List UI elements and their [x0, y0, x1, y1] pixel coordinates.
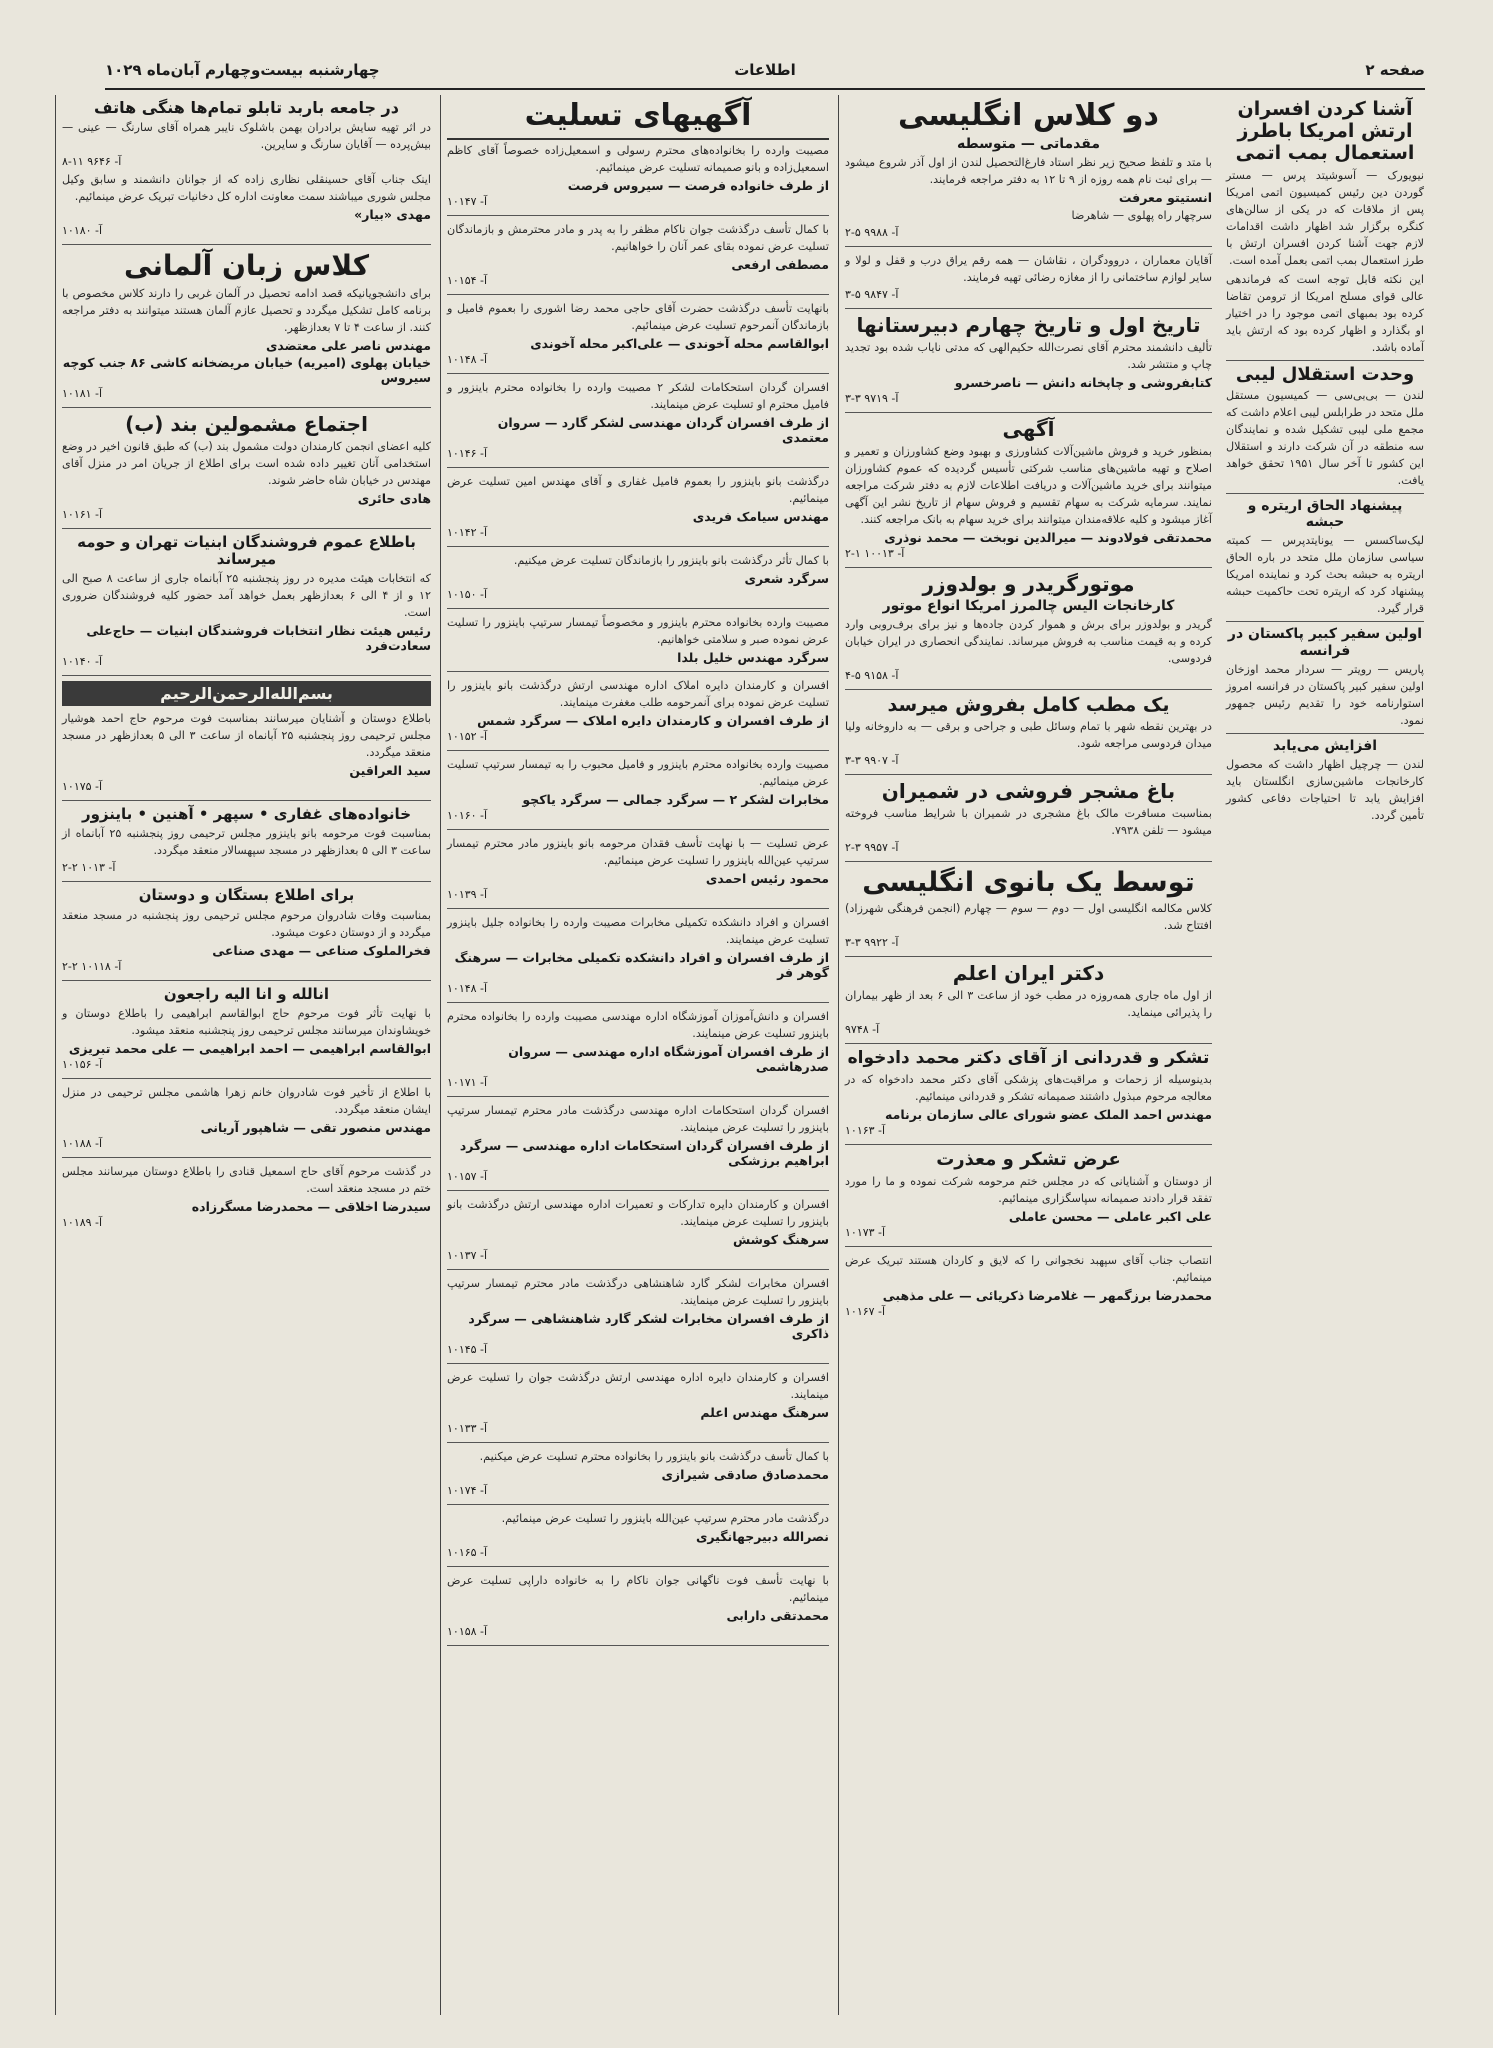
condolence-item: [447, 1008, 829, 1097]
news-title: پیشنهاد الحاق اریتره و حبشه: [1226, 493, 1424, 530]
ad-title: موتورگریدر و بولدوزر: [922, 571, 1135, 596]
condolence-text: با کمال تأسف درگذشت بانو باینزور را بخانواده محترم تسلیت عرض میکنیم.: [479, 1449, 829, 1463]
notice-signature: مهدی «بیار»: [354, 207, 431, 223]
notice-code: آ- ۱۰۱۸۱: [62, 386, 103, 400]
condolence-signature: مهندس سیامک فریدی: [692, 508, 829, 524]
notice-signature: مهندس منصور تقی — شاهپور آریانی: [200, 1119, 431, 1135]
condolence-text: با کمال تأسف درگذشت جوان ناکام مظفر را به پدر و مادر محترمش و بازماندگان تسلیت عرض نموده بقای عمر آنان را خواهانیم.: [447, 222, 829, 253]
condolence-signature: ابوالقاسم محله آخوندی — علی‌اکبر محله آخوندی: [530, 335, 829, 351]
ad-block: [845, 418, 1212, 568]
condolence-signature: از طرف افسران گردان مهندسی لشکر گارد — سروان معتمدی: [497, 414, 829, 445]
ad-code: آ- ۱۰۱۶۳: [845, 1123, 886, 1137]
notice-text: باطلاع دوستان و آشنایان میرسانند بمناسبت فوت مرحوم حاج احمد هوشیار مجلس ترحیمی روز پنجشنبه ۲۵ آبانماه از ساعت ۳ الی ۵ بعدازظهر در مسجد منعقد میگردد.: [62, 712, 431, 760]
condolence-code: آ- ۱۰۱۵۷: [447, 1169, 488, 1183]
condolence-text: درگذشت مادر محترم سرتیپ عین‌الله باینزور را تسلیت عرض مینمائیم.: [501, 1511, 829, 1525]
ad-subtitle: مقدماتی — متوسطه: [957, 135, 1100, 152]
ad-text: کلاس مکالمه انگلیسی اول — دوم — سوم — چهارم (انجمن فرهنگی شهرزاد) افتتاح شد.: [845, 902, 1212, 933]
condolence-list: [447, 142, 829, 1646]
condolence-code: آ- ۱۰۱۶۵: [447, 1545, 488, 1559]
notice-title: انالله و انا الیه راجعون: [163, 984, 330, 1003]
notice-code: آ- ۱۰۱۴۰: [62, 655, 103, 669]
condolences-title: آگهیهای تسلیت: [447, 99, 829, 140]
notice-block: [62, 1163, 431, 1236]
condolence-text: افسران و کارمندان دایره اداره مهندسی ارتش درگذشت جوان را تسلیت عرض مینمایند.: [447, 1370, 829, 1401]
condolence-text: مصیبت وارده بخانواده محترم باینزور و مخصوصاً تیمسار سرتیپ باینزور را تسلیت عرض نموده صبر و سلامتی خواهانیم.: [447, 615, 829, 646]
ad-code: ۳-۳ آ- ۹۹۲۲: [845, 936, 899, 950]
notice-signature: رئیس هیئت نظار انتخابات فروشندگان ابنیات — حاج‌علی سعادت‌فرد: [86, 623, 431, 654]
ad-block: [845, 867, 1212, 957]
notice-title: کلاس زبان آلمانی: [124, 249, 369, 283]
news-paragraph: نیویورک — آسوشیتد پرس — مستر گوردن دین رئیس کمیسیون اتمی امریکا پس از ملاقات که در یکی از سالن‌های کنگره برگزار شد اظهار داشت اقدامات لازم جهت آشنا کردن افسران ارتش با طرز استعمال بمب اتمی بعمل آمده است.: [1226, 168, 1424, 267]
news-title: اولین سفیر کبیر پاکستان در فرانسه: [1226, 621, 1424, 658]
notice-signature: ابوالقاسم ابراهیمی — احمد ابراهیمی — علی محمد تبریزی: [68, 1040, 431, 1056]
header-rule: [105, 88, 1425, 90]
condolence-item: [447, 300, 829, 374]
ad-signature: کتابفروشی و چاپخانه دانش — ناصرخسرو: [954, 374, 1212, 390]
ad-block: [845, 1150, 1212, 1247]
condolence-item: [447, 1196, 829, 1270]
ad-code: ۳-۵ آ- ۹۸۴۷: [845, 287, 899, 301]
condolence-item: [447, 614, 829, 672]
condolence-item: [447, 379, 829, 468]
notice-code: ۲-۲ آ- ۱۰۱۳: [62, 861, 116, 875]
notice-title: باطلاع عموم فروشندگان ابنیات تهران و حومه میرساند: [77, 532, 416, 568]
condolence-text: بانهایت تأسف درگذشت حضرت آقای حاجی محمد رضا اشوری را بعموم فامیل و بازماندگان آنمرحوم تسلیت عرض مینمائیم.: [447, 301, 829, 332]
condolence-text: افسران گردان استحکامات اداره مهندسی درگذشت مادر محترم تیمسار سرتیپ باینزور را تسلیت عرض مینمایند.: [447, 1103, 829, 1134]
condolence-code: آ- ۱۰۱۴۸: [447, 352, 488, 366]
ad-title: دکتر ایران اعلم: [952, 961, 1105, 986]
ad-title: تاریخ اول و تاریخ چهارم دبیرستانها: [856, 312, 1201, 337]
notice-title: اجتماع مشمولین بند (ب): [125, 411, 368, 436]
ad-title: یک مطب کامل بفروش میرسد: [887, 693, 1170, 716]
news-paragraph: لیک‌ساکسس — یونایتدپرس — کمیته سیاسی سازمان ملل متحد در باره الحاق اریتره به حبشه بحث کرد و نماینده امریکا پیشنهاد کرد که اریتره تحت حاکمیت حبشه قرار گیرد.: [1226, 534, 1424, 616]
notice-banner: بسم‌الله‌الرحمن‌الرحیم: [62, 681, 431, 706]
condolence-signature: مخابرات لشکر ۲ — سرگرد جمالی — سرگرد یاکچو: [522, 791, 829, 807]
notice-signature: فخرالملوک صناعی — مهدی صناعی: [212, 942, 431, 958]
notice-block: [62, 986, 431, 1079]
notice-signature: هادی حائری: [357, 490, 431, 506]
notice-text: در اثر تهیه سایش برادران بهمن باشلوک نایبر همراه آقای سارنگ — عینی — بیش‌پرده — آقایان سارنگ و سایرین.: [62, 121, 431, 152]
condolence-text: افسران و دانش‌آموزان آموزشگاه اداره مهندسی مصیبت وارده را بخانواده محترم باینزور تسلیت عرض مینمایند.: [447, 1009, 829, 1040]
condolence-text: با نهایت تأسف فوت ناگهانی جوان ناکام را به خانواده داراپی تسلیت عرض مینمائیم.: [447, 1573, 829, 1604]
page-header: [105, 58, 1425, 82]
ad-code: ۳-۳ آ- ۹۷۱۹: [845, 391, 899, 405]
condolence-signature: از طرف خانواده فرصت — سیروس فرصت: [567, 177, 829, 193]
ad-text: گریدر و بولدوزر برای برش و هموار کردن جاده‌ها و نیز برای برف‌روبی وارد کرده و به قیمت مناسب به فروش میرساند. نمایندگی انحصاری در ایران خیابان فردوسی.: [845, 617, 1212, 665]
condolence-text: مصیبت وارده بخانواده محترم باینزور و فامیل محبوب را به تیمسار سرتیپ تسلیت عرض مینمائیم.: [447, 757, 829, 788]
condolence-text: با کمال تأثر درگذشت بانو باینزور را بازماندگان تسلیت عرض میکنیم.: [513, 553, 829, 567]
condolence-signature: از طرف افسران و کارمندان دایره املاک — سرگرد شمس: [477, 712, 829, 728]
ad-text: با متد و تلفظ صحیح زیر نظر استاد فارغ‌التحصیل لندن از اول آذر شروع میشود — برای ثبت نام همه روزه از ۹ تا ۱۲ به دفتر مراجعه فرمایند.: [845, 155, 1212, 186]
ad-code: ۲-۱ آ- ۱۰۰۱۳: [845, 546, 905, 560]
ad-text: بدینوسیله از زحمات و مراقبت‌های پزشکی آقای دکتر محمد دادخواه که در معالجه مرحوم مبذول داشتند صمیمانه تشکر و قدردانی مینمائیم.: [845, 1072, 1212, 1103]
condolence-signature: محمدتقی دارابی: [726, 1607, 829, 1623]
condolence-item: [447, 142, 829, 216]
notice-code: ۲-۲ آ- ۱۰۱۱۸: [62, 959, 122, 973]
condolence-item: [447, 1448, 829, 1505]
ad-block: [845, 1252, 1212, 1325]
condolence-item: [447, 677, 829, 751]
condolence-signature: از طرف افسران آموزشگاه اداره مهندسی — سروان صدرهاشمی: [508, 1043, 829, 1074]
column-notices: [55, 95, 437, 2015]
condolence-code: آ- ۱۰۱۴۸: [447, 981, 488, 995]
ad-signature: علی اکبر عاملی — محسن عاملی: [1008, 1208, 1212, 1224]
condolence-code: آ- ۱۰۱۵۸: [447, 1624, 488, 1638]
condolence-signature: نصرالله دبیرجهانگیری: [695, 1528, 829, 1544]
ad-title: آگهی: [1002, 416, 1055, 441]
ad-code: آ- ۱۰۱۷۳: [845, 1225, 886, 1239]
condolence-signature: محمدصادق صادقی شیرازی: [661, 1466, 829, 1482]
notice-text: بمناسبت وفات شادروان مرحوم مجلس ترحیمی روز پنجشنبه در مسجد منعقد میگردد و از دوستان دعوت میشود.: [62, 908, 431, 939]
condolence-signature: محمود رئیس احمدی: [705, 870, 829, 886]
ad-code: ۲-۵ آ- ۹۹۸۸: [845, 225, 899, 239]
ad-block: [845, 573, 1212, 690]
news-paragraph: لندن — چرچیل اظهار داشت که محصول کارخانجات ماشین‌سازی انگلستان باید افزایش یابد تا احتیاجات دفاعی کشور تأمین گردد.: [1226, 757, 1424, 822]
column-ads: [838, 95, 1218, 2015]
notice-block: [62, 1084, 431, 1158]
ad-subtitle: کارخانجات الیس چالمرز امریکا انواع موتور: [882, 597, 1175, 614]
condolence-signature: از طرف افسران و افراد دانشکده تکمیلی مخابرات — سرهنگ گوهر فر: [454, 949, 829, 980]
notice-block: [62, 99, 431, 245]
notice-block: [62, 710, 431, 801]
condolence-item: [447, 756, 829, 830]
ad-signature: انستیتو معرفت: [1118, 189, 1212, 205]
ad-text: از اول ماه جاری همه‌روزه در مطب خود از ساعت ۳ الی ۶ بعد از ظهر بیماران را پذیرائی مینماید.: [845, 989, 1212, 1020]
news-title: آشنا کردن افسران ارتش امریکا باطرز استعمال بمب اتمی: [1235, 98, 1415, 164]
condolence-code: آ- ۱۰۱۳۹: [447, 887, 488, 901]
ad-title: باغ مشجر فروشی در شمیران: [881, 779, 1176, 804]
condolence-signature: مصطفی ارفعی: [731, 256, 829, 272]
ad-signature: محمدتقی فولادوند — میرالدین نوبخت — محمد نوذری: [884, 529, 1212, 545]
ad-text: بمناسبت مسافرت مالک باغ مشجری در شمیران با شرایط مناسب فروخته میشود — تلفن ۷۹۳۸.: [845, 807, 1212, 838]
notice-text: بمناسبت فوت مرحومه بانو باینزور مجلس ترحیمی روز پنجشنبه ۲۵ آبانماه از ساعت ۳ الی ۵ بعدازظهر در مسجد سپهسالار منعقد میگردد.: [62, 827, 431, 858]
condolence-code: آ- ۱۰۱۶۰: [447, 808, 488, 822]
condolence-text: افسران و افراد دانشکده تکمیلی مخابرات مصیبت وارده را بخانواده جلیل باینزور تسلیت عرض مینمایند.: [447, 915, 829, 946]
notice-block: [62, 534, 431, 677]
ad-title: دو کلاس انگلیسی: [898, 98, 1159, 133]
notice-signature: سید العراقین: [349, 763, 431, 779]
news-title: وحدت استقلال لیبی: [1226, 360, 1424, 386]
ad-block: [845, 780, 1212, 862]
ad-text: بمنظور خرید و فروش ماشین‌آلات کشاورزی و بهبود وضع کشاورزان و تعمیر و اصلاح و تهیه ماشین‌های مناسب شرکتی تأسیس گردیده که عموم کشاورزان میتوانند برای خرید ماشین‌آلات و دریافت اطلاعات لازم به دفتر شرکت مراجعه نمایند. سرمایه شرکت به سهام تقسیم و فروش سهام از تاریخ نشر این آگهی آغاز میشود و کلیه علاقه‌مندان میتوانند برای خرید سهام به بانک مراجعه کنند.: [845, 444, 1212, 526]
ad-block: [845, 1049, 1212, 1145]
ad-block: [845, 99, 1212, 247]
ad-text: از دوستان و آشنایانی که در مجلس ختم مرحومه شرکت نموده و ما را مورد تفقد قرار دادند صمیمانه سپاسگزاری مینمائیم.: [845, 1174, 1212, 1205]
notice-text: برای دانشجویانیکه قصد ادامه تحصیل در آلمان غربی را دارند کلاس مخصوص با برنامه کامل تشکیل میگردد و تحصیل عازم آلمان هستند میتوانند به دفتر مراجعه کنند. از ساعت ۴ تا ۷ بعدازظهر.: [62, 286, 431, 334]
notice-code: آ- ۱۰۱۸۸: [62, 1136, 103, 1150]
condolence-item: [447, 1102, 829, 1191]
notice-signature: مهندس ناصر علی معتضدی: [265, 337, 431, 353]
notice-code: آ- ۱۰۱۶۱: [62, 507, 103, 521]
notice-block: [62, 413, 431, 529]
condolence-item: [447, 914, 829, 1003]
condolence-code: آ- ۱۰۱۴۷: [447, 194, 488, 208]
ad-signature: مهندس احمد الملک عضو شورای عالی سازمان برنامه: [885, 1106, 1212, 1122]
column-news: [1220, 95, 1430, 2015]
notice-address: خیابان پهلوی (امیریه) خیابان مریضخانه کاشی ۸۶ جنب کوچه سیروس: [62, 354, 431, 385]
condolence-item: [447, 1275, 829, 1364]
ad-code: ۳-۳ آ- ۹۹۰۷: [845, 754, 899, 768]
ad-text: در بهترین نقطه شهر با تمام وسائل طبی و جراحی و برقی — به داروخانه ولیا میدان فردوسی مراجعه شود.: [845, 720, 1212, 751]
ad-code: آ- ۱۰۱۶۷: [845, 1304, 886, 1318]
condolence-item: [447, 552, 829, 609]
condolence-item: [447, 1572, 829, 1646]
condolence-text: افسران گردان استحکامات لشکر ۲ مصیبت وارده را بخانواده محترم باینزور و فامیل محترم او تسلیت عرض مینمایند.: [447, 380, 829, 411]
condolence-code: آ- ۱۰۱۷۴: [447, 1483, 488, 1497]
notice-block: [62, 250, 431, 407]
condolence-code: آ- ۱۰۱۴۶: [447, 446, 488, 460]
ad-block: [845, 252, 1212, 309]
notice-code: آ- ۱۰۱۸۰: [62, 224, 103, 238]
condolence-signature: سرهنگ کوشش: [732, 1231, 829, 1247]
condolence-text: درگذشت بانو باینزور را بعموم فامیل غفاری و آقای مهندس امین تسلیت عرض مینمائیم.: [447, 474, 829, 505]
notice-text: با اطلاع از تأخیر فوت شادروان خانم زهرا هاشمی مجلس ترحیمی در منزل ایشان منعقد میگردد.: [62, 1085, 431, 1116]
ad-title: توسط یک بانوی انگلیسی: [862, 867, 1195, 899]
condolence-signature: از طرف افسران گردان استحکامات اداره مهندسی — سرگرد ابراهیم برزشکی: [459, 1137, 829, 1168]
ad-code: ۲-۳ آ- ۹۹۵۷: [845, 841, 899, 855]
news-title: افزایش می‌یابد: [1226, 733, 1424, 754]
condolence-text: افسران و کارمندان دایره املاک اداره مهندسی ارتش درگذشت بانو باینزور را تسلیت عرض نموده برای آنمرحومه طلب مغفرت مینمایند.: [447, 678, 829, 709]
notice-text: اینک جناب آقای حسینقلی نظاری زاده که از جوانان دانشمند و سابق وکیل مجلس شوری میباشند سمت معاونت اداره کل دخانیات تبریک عرض مینمائیم.: [62, 173, 431, 204]
notice-code: آ- ۱۰۱۸۹: [62, 1215, 103, 1229]
news-paragraph: لندن — بی‌بی‌سی — کمیسیون مستقل ملل متحد در طرابلس لیبی اعلام داشت که مجمع ملی لیبی تشکیل شده و نمایندگان سه منطقه در آن شرکت دارند و استقلال این کشور تا آخر سال ۱۹۵۱ تحقق خواهد یافت.: [1226, 389, 1425, 488]
notice-text: در گذشت مرحوم آقای حاج اسمعیل قنادی را باطلاع دوستان میرسانند مجلس ختم در مسجد منعقد است.: [62, 1164, 431, 1195]
notice-text: با نهایت تأثر فوت مرحوم حاج ابوالقاسم ابراهیمی را باطلاع دوستان و خویشاوندان میرسانند مجلس ترحیمی روز پنجشنبه منعقد میشود.: [62, 1006, 431, 1037]
news-paragraph: پاریس — رویتر — سردار محمد اوزخان اولین سفیر کبیر پاکستان در فرانسه امروز استوارنامه خود را تقدیم رئیس جمهور نمود.: [1226, 662, 1424, 727]
condolence-code: آ- ۱۰۱۵۰: [447, 587, 488, 601]
condolence-code: آ- ۱۰۱۷۱: [447, 1075, 488, 1089]
notice-block: [62, 806, 431, 882]
condolence-code: آ- ۱۰۱۴۵: [447, 1342, 488, 1356]
ad-address: سرچهار راه پهلوی — شاهرضا: [1071, 208, 1212, 222]
condolence-item: [447, 221, 829, 295]
notice-code: آ- ۱۰۱۷۵: [62, 780, 103, 794]
condolence-text: عرض تسلیت — با نهایت تأسف فقدان مرحومه بانو باینزور مادر محترم تیمسار سرتیپ عین‌الله باینزور را تسلیت عرض مینمائیم.: [447, 836, 829, 867]
column-condolences: [440, 95, 835, 2015]
condolence-code: آ- ۱۰۱۴۲: [447, 525, 488, 539]
ad-block: [845, 695, 1212, 776]
condolence-item: [447, 835, 829, 909]
news-paragraph: این نکته قابل توجه است که فرماندهی عالی قوای مسلح امریکا از ترومن تقاضا کرده بود بمبهای اتمی موجود را در اختیار او بگذارد و اظهار کرده بود که ارتش باید آماده باشد.: [1226, 272, 1424, 354]
ad-signature: محمدرضا برزگمهر — غلامرضا ذکریائی — علی مذهبی: [882, 1287, 1212, 1303]
condolence-text: مصیبت وارده را بخانواده‌های محترم رسولی و اسمعیل‌زاده خصوصاً آقای کاظم اسمعیل‌زاده و بانو صمیمانه تسلیت عرض مینمائیم.: [447, 143, 829, 174]
condolence-code: آ- ۱۰۱۳۷: [447, 1248, 488, 1262]
notice-code: ۸-۱۱ آ- ۹۶۴۶: [62, 155, 122, 169]
condolence-item: [447, 473, 829, 547]
condolence-item: [447, 1510, 829, 1567]
ad-block: [845, 314, 1212, 413]
ad-code: آ- ۹۷۴۸: [845, 1023, 880, 1037]
notice-title: برای اطلاع بستگان و دوستان: [138, 886, 355, 905]
notice-text: که انتخابات هیئت مدیره در روز پنجشنبه ۲۵ آبانماه جاری از ساعت ۸ صبح الی ۱۲ و از ۴ الی ۶ بعدازظهر بعمل خواهد آمد حضور کلیه فروشندگان ضروری است.: [62, 572, 431, 620]
notice-text: کلیه اعضای انجمن کارمندان دولت مشمول بند (ب) که طبق قانون اخیر در وضع استخدامی آنان تغییر داده شده است برای اطلاع از جریان امر در منزل آقای مهندس در خیابان شاه حاضر شوند.: [62, 439, 431, 487]
ad-text: انتصاب جناب آقای سپهبد نخجوانی را که لایق و کاردان هستند تبریک عرض مینمائیم.: [845, 1253, 1212, 1284]
condolence-text: افسران مخابرات لشکر گارد شاهنشاهی درگذشت مادر محترم تیمسار سرتیپ باینزور را تسلیت عرض مینمایند.: [447, 1276, 829, 1307]
newspaper-name: اطلاعات: [734, 61, 796, 79]
ad-title: تشکر و قدردانی از آقای دکتر محمد دادخواه: [847, 1048, 1210, 1069]
notice-block: [62, 887, 431, 980]
condolence-signature: سرهنگ مهندس اعلم: [700, 1404, 829, 1420]
notice-signature: سید‌رضا اخلاقی — محمدرضا مسگرزاده: [191, 1198, 431, 1214]
ad-block: [845, 962, 1212, 1044]
notice-title: در جامعه باربد تابلو تمام‌ها هنگی هاتف: [94, 98, 399, 117]
condolence-text: افسران و کارمندان دایره تدارکات و تعمیرات اداره مهندسی ارتش درگذشت بانو باینزور را تسلیت عرض مینمایند.: [447, 1197, 829, 1228]
page-date: چهارشنبه بیست‌وچهارم آبان‌ماه ۱۰۲۹: [105, 61, 380, 79]
condolence-signature: از طرف افسران مخابرات لشکر گارد شاهنشاهی — سرگرد ذاکری: [468, 1310, 829, 1341]
condolence-code: آ- ۱۰۱۵۴: [447, 273, 488, 287]
ad-title: عرض تشکر و معذرت: [936, 1148, 1121, 1170]
notice-title: خانواده‌های غفاری • سپهر • آهنین • باینزور: [81, 805, 412, 824]
condolence-code: آ- ۱۰۱۵۲: [447, 729, 488, 743]
condolence-signature: سرگرد مهندس خلیل بلدا: [677, 649, 829, 665]
condolence-item: [447, 1369, 829, 1443]
condolence-code: آ- ۱۰۱۳۳: [447, 1421, 488, 1435]
notice-code: آ- ۱۰۱۵۶: [62, 1057, 103, 1071]
condolence-signature: سرگرد شعری: [744, 570, 829, 586]
ad-text: تألیف دانشمند محترم آقای نصرت‌الله حکیم‌الهی که مدتی نایاب شده بود تجدید چاپ و منتشر شد.: [845, 340, 1212, 371]
ad-code: ۴-۵ آ- ۹۱۵۸: [845, 668, 899, 682]
page-number: صفحه ۲: [1365, 61, 1425, 79]
ad-text: آقایان معماران ، دروودگران ، نقاشان — همه رقم یراق درب و قفل و لولا و سایر لوازم ساختمانی را از مغازه رضائی تهیه فرمایند.: [845, 253, 1212, 284]
